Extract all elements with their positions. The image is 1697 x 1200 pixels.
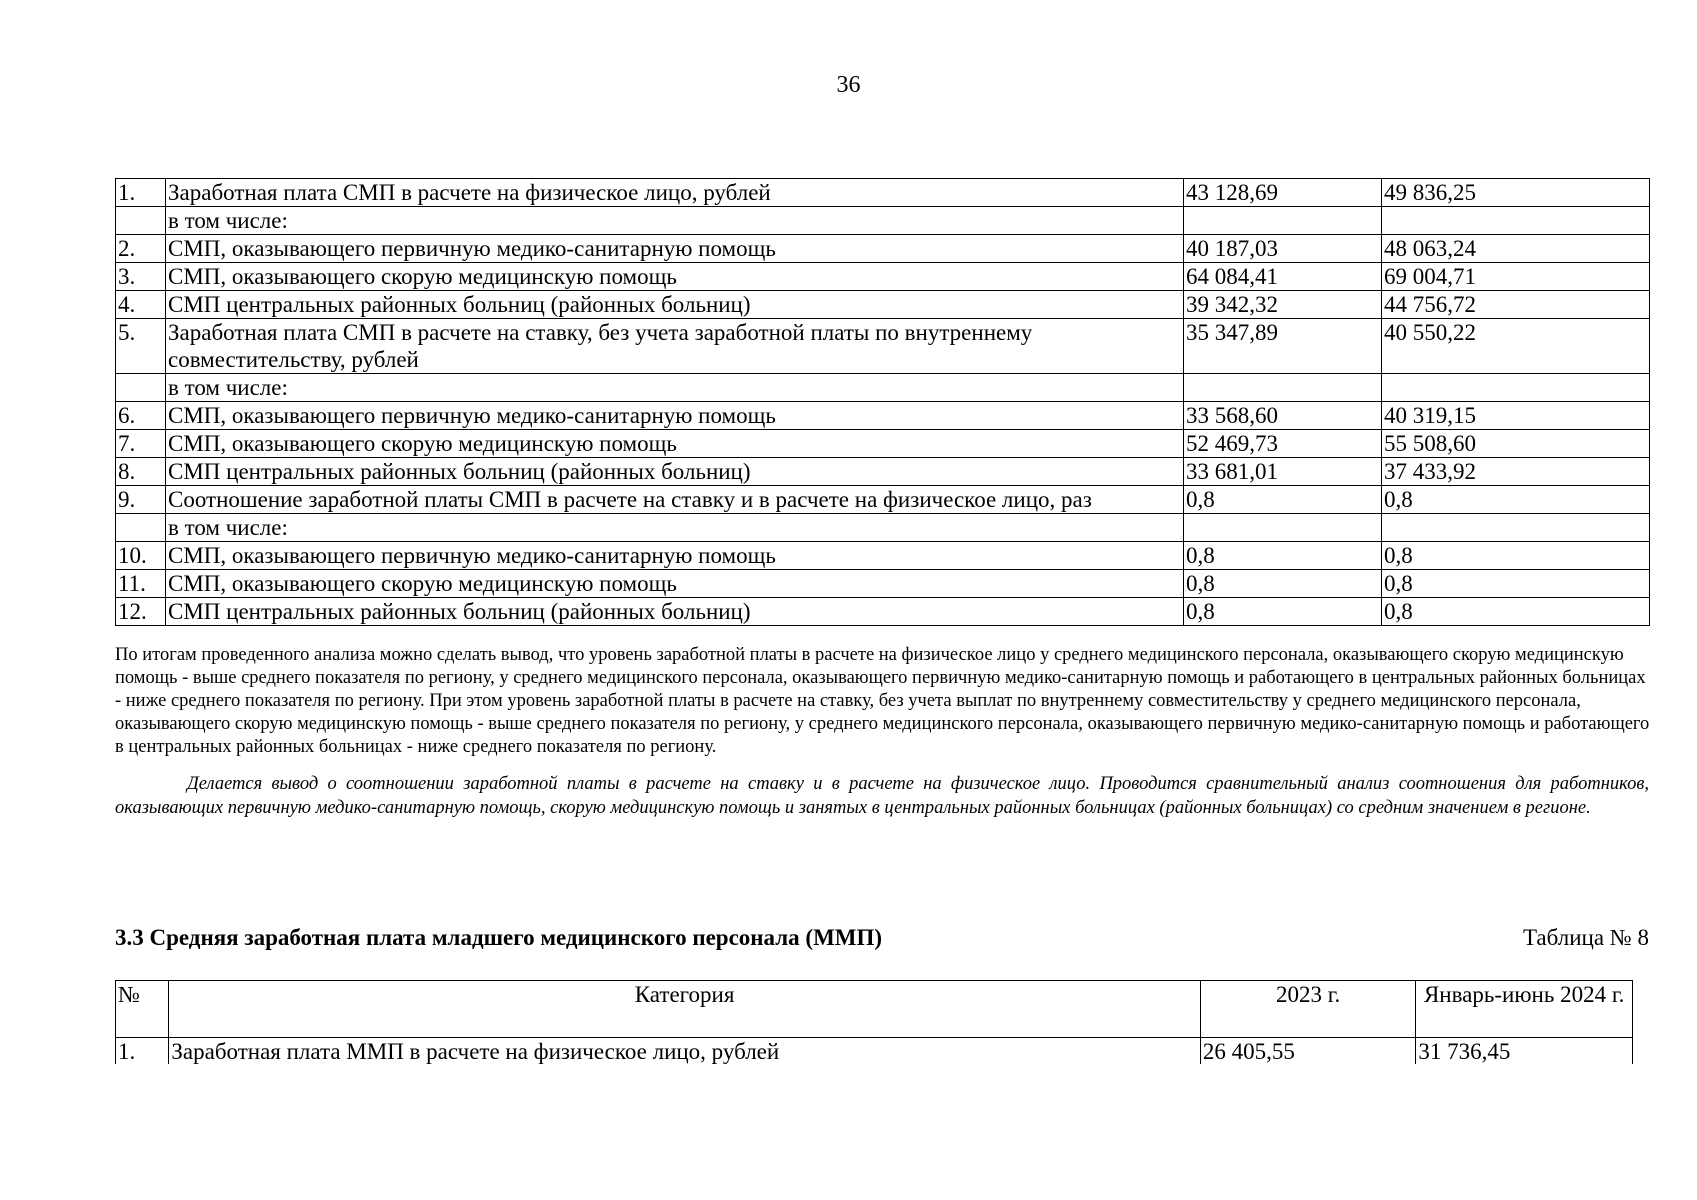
table-row (116, 374, 1650, 402)
table-row (116, 235, 1650, 263)
value-2023: 43 128,69 (1184, 179, 1382, 207)
table-row (116, 319, 1650, 374)
value-2024: 48 063,24 (1382, 235, 1650, 263)
row-number: 3. (116, 263, 166, 291)
value-2024: 31 736,45 (1416, 1038, 1633, 1066)
row-label: СМП, оказывающего первичную медико-санитарную помощь (166, 402, 1184, 430)
value-2024: 37 433,92 (1382, 458, 1650, 486)
table-row (116, 458, 1650, 486)
value-2024: 0,8 (1382, 598, 1650, 626)
row-label: Заработная плата СМП в расчете на ставку, без учета заработной платы по внутреннему совместительству, рублей (166, 319, 1184, 374)
value-2023 (1184, 207, 1382, 235)
value-2024: 44 756,72 (1382, 291, 1650, 319)
value-2023 (1184, 514, 1382, 542)
instruction-paragraph: Делается вывод о соотношении заработной платы в расчете на ставку и в расчете на физическое лицо. Проводится сравнительный анализ соотношения для работников, оказывающих первичную медико-санитарную помощь, скорую медицинскую помощь и занятых в центральных районных больницах (районных больницах) со средним значением в регионе. (115, 774, 1649, 818)
table-row (116, 598, 1650, 626)
table-row (116, 1038, 1633, 1066)
value-2024: 0,8 (1382, 570, 1650, 598)
value-2024: 69 004,71 (1382, 263, 1650, 291)
analysis-paragraph: По итогам проведенного анализа можно сделать вывод, что уровень заработной платы в расчете на физическое лицо у среднего медицинского персонала, оказывающего скорую медицинскую помощь - выше среднего показателя по региону, у среднего медицинского персонала, оказывающего первичную медико-санитарную помощь и работающего в центральных районных больницах - ниже среднего показателя по региону. При этом уровень заработной платы в расчете на ставку, без учета выплат по внутреннему совместительству у среднего медицинского персонала, оказывающего скорую медицинскую помощь - выше среднего показателя по региону, у среднего медицинского персонала, оказывающего первичную медико-санитарную помощь и работающего в центральных районных больницах - ниже среднего показателя по региону. (115, 645, 1650, 757)
value-2023: 52 469,73 (1184, 430, 1382, 458)
table-row (116, 179, 1650, 207)
section-heading: 3.3 Средняя заработная плата младшего медицинского персонала (ММП) (115, 925, 883, 950)
page-number: 36 (836, 72, 861, 98)
table-row (116, 514, 1650, 542)
table-row (116, 402, 1650, 430)
value-2023: 26 405,55 (1200, 1038, 1416, 1066)
page-bottom-margin (100, 1064, 1660, 1200)
value-2024: 0,8 (1382, 542, 1650, 570)
value-2023 (1184, 374, 1382, 402)
row-number (116, 207, 166, 235)
value-2024: 55 508,60 (1382, 430, 1650, 458)
row-number: 10. (116, 542, 166, 570)
row-number: 4. (116, 291, 166, 319)
value-2024 (1382, 207, 1650, 235)
row-label: СМП, оказывающего скорую медицинскую помощь (166, 570, 1184, 598)
row-label: СМП, оказывающего первичную медико-санитарную помощь (166, 235, 1184, 263)
row-number: 1. (116, 1038, 169, 1066)
value-2023: 64 084,41 (1184, 263, 1382, 291)
value-2023: 40 187,03 (1184, 235, 1382, 263)
table-number-label: Таблица № 8 (1522, 925, 1649, 950)
row-label: СМП центральных районных больниц (районных больниц) (166, 598, 1184, 626)
value-2023: 33 681,01 (1184, 458, 1382, 486)
value-2024 (1382, 374, 1650, 402)
row-number: 11. (116, 570, 166, 598)
table-row (116, 542, 1650, 570)
row-number: 2. (116, 235, 166, 263)
row-label: Соотношение заработной платы СМП в расчете на ставку и в расчете на физическое лицо, раз (166, 486, 1184, 514)
row-label: СМП, оказывающего первичную медико-санитарную помощь (166, 542, 1184, 570)
row-label: СМП центральных районных больниц (районных больниц) (166, 291, 1184, 319)
value-2023: 0,8 (1184, 598, 1382, 626)
value-2023: 0,8 (1184, 542, 1382, 570)
table-row (116, 207, 1650, 235)
row-number: 9. (116, 486, 166, 514)
row-number: 1. (116, 179, 166, 207)
table-row (116, 430, 1650, 458)
row-label: СМП, оказывающего скорую медицинскую помощь (166, 430, 1184, 458)
row-label: в том числе: (166, 374, 1184, 402)
row-label: СМП центральных районных больниц (районных больниц) (166, 458, 1184, 486)
value-2024: 40 319,15 (1382, 402, 1650, 430)
row-number: 7. (116, 430, 166, 458)
table-row (116, 486, 1650, 514)
table-header-row (116, 981, 1633, 1038)
value-2024 (1382, 514, 1650, 542)
table-row (116, 570, 1650, 598)
row-label: в том числе: (166, 207, 1184, 235)
value-2024: 49 836,25 (1382, 179, 1650, 207)
value-2023: 39 342,32 (1184, 291, 1382, 319)
header-num: № (116, 981, 169, 1038)
salary-table-smp (115, 178, 1650, 626)
header-2023: 2023 г. (1200, 981, 1416, 1038)
value-2023: 33 568,60 (1184, 402, 1382, 430)
row-number (116, 514, 166, 542)
header-category: Категория (169, 981, 1200, 1038)
header-2024: Январь-июнь 2024 г. (1416, 981, 1633, 1038)
row-number: 8. (116, 458, 166, 486)
table-row (116, 263, 1650, 291)
salary-table-mmp (115, 980, 1633, 1066)
value-2023: 0,8 (1184, 570, 1382, 598)
value-2023: 35 347,89 (1184, 319, 1382, 374)
row-number: 12. (116, 598, 166, 626)
table-row (116, 291, 1650, 319)
row-label: в том числе: (166, 514, 1184, 542)
value-2024: 40 550,22 (1382, 319, 1650, 374)
row-label: СМП, оказывающего скорую медицинскую помощь (166, 263, 1184, 291)
row-label: Заработная плата СМП в расчете на физическое лицо, рублей (166, 179, 1184, 207)
row-label: Заработная плата ММП в расчете на физическое лицо, рублей (169, 1038, 1200, 1066)
row-number (116, 374, 166, 402)
row-number: 6. (116, 402, 166, 430)
value-2024: 0,8 (1382, 486, 1650, 514)
value-2023: 0,8 (1184, 486, 1382, 514)
row-number: 5. (116, 319, 166, 374)
